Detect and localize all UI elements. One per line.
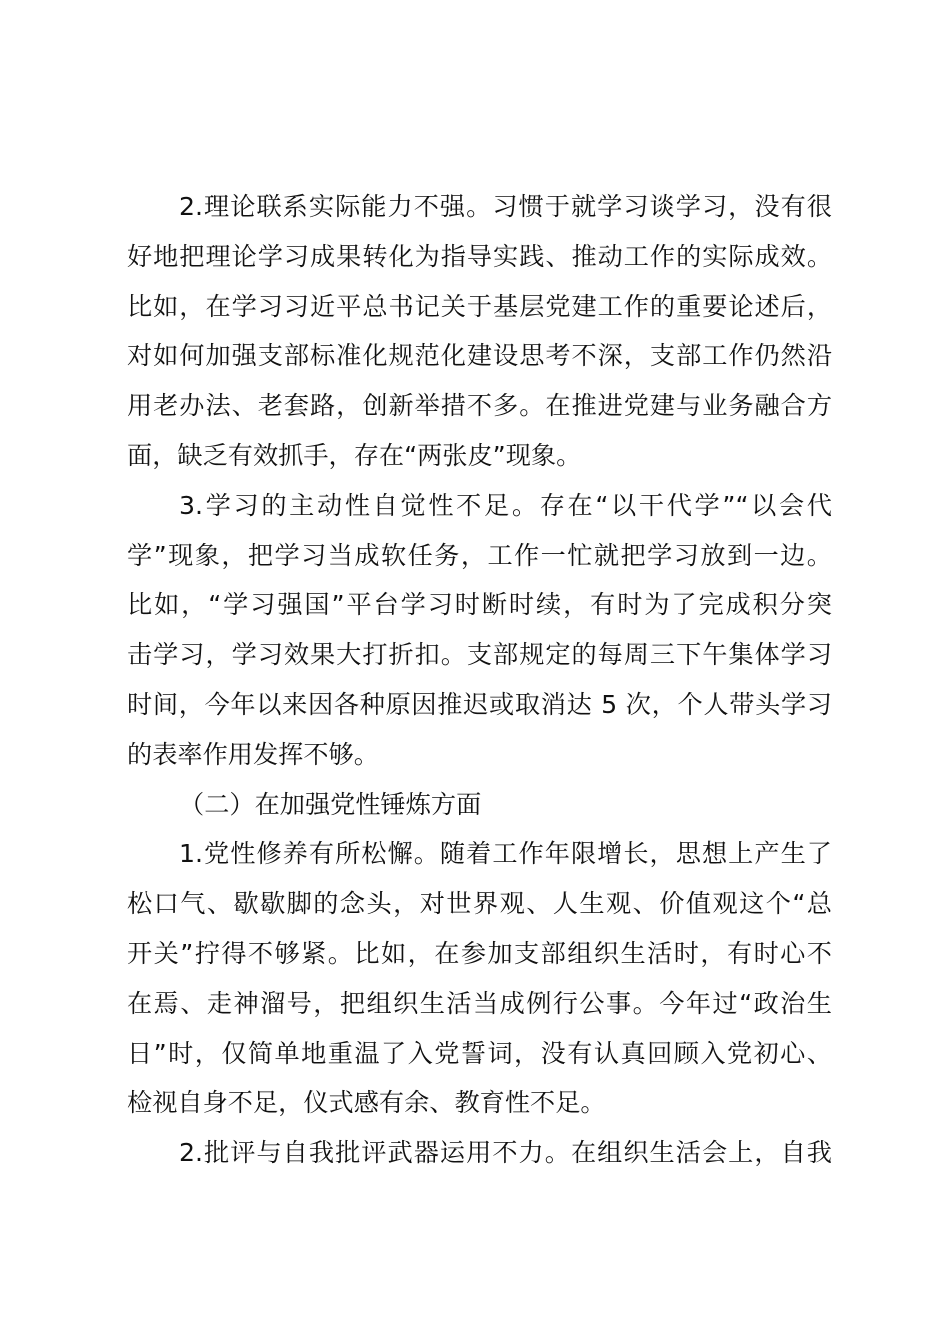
section-heading-text: （二）在加强党性锤炼方面 [179, 789, 482, 819]
text-line: 2.批评与自我批评武器运用不力。在组织生活会上，自我 [179, 1138, 832, 1168]
text-line: 检视自身不足，仪式感有余、教育性不足。 [127, 1088, 606, 1118]
text-line: 对如何加强支部标准化规范化建设思考不深，支部工作仍然沿 [127, 341, 832, 371]
text-line: 比如，在学习习近平总书记关于基层党建工作的重要论述后， [127, 291, 832, 321]
text-line: 时间，今年以来因各种原因推迟或取消达 5 次，个人带头学习 [127, 689, 832, 719]
text-line: 日”时，仅简单地重温了入党誓词，没有认真回顾入党初心、 [127, 1038, 832, 1068]
text-line: 在焉、走神溜号，把组织生活当成例行公事。今年过“政治生 [127, 988, 832, 1018]
text-line: 好地把理论学习成果转化为指导实践、推动工作的实际成效。 [127, 241, 832, 271]
text-line: 1.党性修养有所松懈。随着工作年限增长，思想上产生了 [179, 839, 832, 869]
paragraph-party-spirit [127, 829, 832, 1128]
text-line: 松口气、歇歇脚的念头，对世界观、人生观、价值观这个“总 [127, 889, 832, 919]
paragraph-criticism [127, 1128, 832, 1178]
paragraph-theory-practice [127, 182, 832, 481]
text-line: 面，缺乏有效抓手，存在“两张皮”现象。 [127, 440, 582, 470]
text-line: 的表率作用发挥不够。 [127, 739, 379, 769]
text-line: 击学习，学习效果大打折扣。支部规定的每周三下午集体学习 [127, 640, 832, 670]
text-line: 比如，“学习强国”平台学习时断时续，有时为了完成积分突 [127, 590, 832, 620]
text-line: 3.学习的主动性自觉性不足。存在“以干代学”“以会代 [179, 490, 832, 520]
document-page [127, 182, 832, 1178]
paragraph-study-initiative [127, 481, 832, 780]
text-line: 用老办法、老套路，创新举措不多。在推进党建与业务融合方 [127, 391, 832, 421]
section-heading [127, 780, 832, 830]
text-line: 2.理论联系实际能力不强。习惯于就学习谈学习，没有很 [179, 192, 832, 221]
text-line: 开关”拧得不够紧。比如，在参加支部组织生活时，有时心不 [127, 938, 832, 968]
text-line: 学”现象，把学习当成软任务，工作一忙就把学习放到一边。 [127, 540, 832, 570]
